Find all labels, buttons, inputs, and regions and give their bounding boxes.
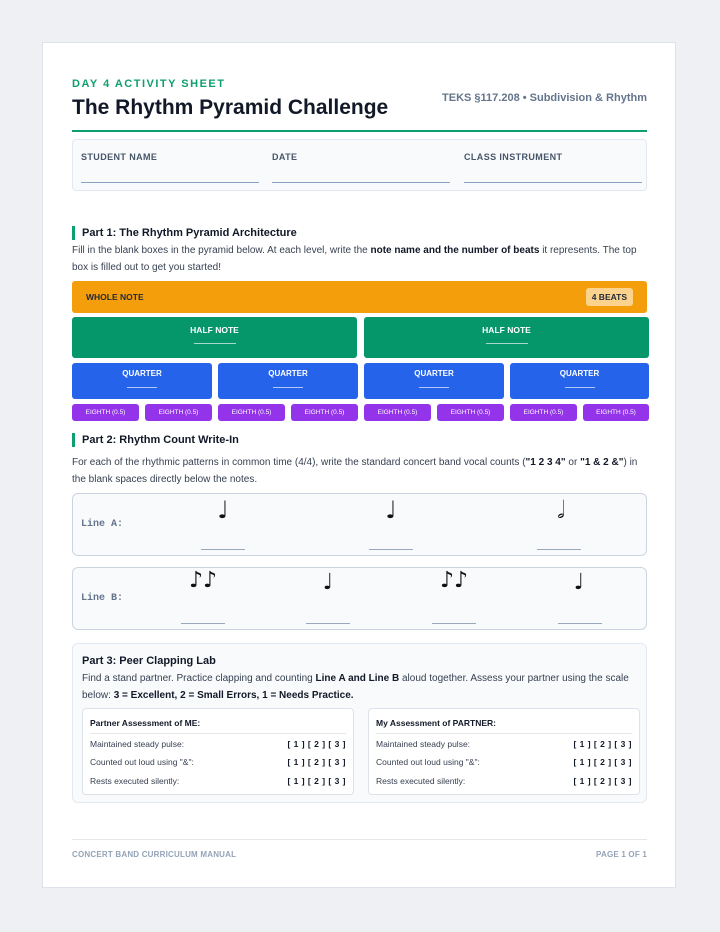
count-blank[interactable] [558,623,602,624]
footer-divider [72,839,647,840]
count-blank[interactable] [369,549,413,550]
quarter-label: QUARTER [414,369,454,378]
class-instrument-label: CLASS INSTRUMENT [464,152,563,162]
part1-text-bold: note name and the number of beats [370,245,540,256]
sheet-kicker: DAY 4 ACTIVITY SHEET [72,78,226,90]
date-line[interactable] [272,182,450,183]
quarter-blank[interactable] [273,387,303,388]
eighth-note-block: EIGHTH (0.5) [364,404,431,421]
eighth-note-block: EIGHTH (0.5) [291,404,358,421]
class-instrument-field[interactable] [456,140,648,190]
eighth-note-block: EIGHTH (0.5) [583,404,649,421]
part1-heading: Part 1: The Rhythm Pyramid Architecture [72,227,297,239]
eighth-note-block: EIGHTH (0.5) [510,404,577,421]
quarter-blank[interactable] [127,387,157,388]
criterion-label: Rests executed silently: [90,776,180,786]
eighth-note-block: EIGHTH (0.5) [218,404,285,421]
rating-scale[interactable]: [ 1 ] [ 2 ] [ 3 ] [287,757,346,767]
half-note-blank[interactable] [486,343,528,344]
count-blank[interactable] [181,623,225,624]
part2-text-a: For each of the rhythmic patterns in common time (4/4), write the standard concert band vocal counts ( [72,457,526,468]
student-info-box [72,139,647,191]
class-instrument-line[interactable] [464,182,642,183]
eighth-note-block: EIGHTH (0.5) [437,404,504,421]
quarter-blank[interactable] [565,387,595,388]
part2-bold-1: "1 2 3 4" [525,457,566,468]
half-note-block-2[interactable] [364,317,649,358]
quarter-note-block-1[interactable] [72,363,212,399]
quarter-note-icon: ♩ [217,496,229,524]
count-blank[interactable] [201,549,245,550]
eighth-note-block: EIGHTH (0.5) [72,404,139,421]
criterion-label: Maintained steady pulse: [90,739,185,749]
half-note-label: HALF NOTE [482,325,531,335]
part1-instructions [72,242,647,276]
part2-text-or: or [565,457,581,468]
assessment-row [376,776,632,788]
date-label: DATE [272,152,298,162]
quarter-label: QUARTER [122,369,162,378]
half-note-block-1[interactable] [72,317,357,358]
assessment-divider [90,733,346,734]
rhythm-line-a [72,493,647,556]
criterion-label: Maintained steady pulse: [376,739,471,749]
line-a-label: Line A: [81,519,124,530]
assessment-row [376,739,632,751]
activity-sheet-page [42,42,676,888]
quarter-note-block-3[interactable] [364,363,504,399]
student-name-line[interactable] [81,182,259,183]
count-blank[interactable] [537,549,581,550]
half-note-icon: 𝅗𝅥 [557,496,565,524]
criterion-label: Counted out loud using "&": [376,757,480,767]
part1-text-a: Fill in the blank boxes in the pyramid below. At each level, write the [72,245,371,256]
date-field[interactable] [264,140,456,190]
criterion-label: Rests executed silently: [376,776,466,786]
part2-instructions [72,454,647,488]
rating-scale[interactable]: [ 1 ] [ 2 ] [ 3 ] [573,757,632,767]
part3-instructions [82,670,636,704]
assessment-title: My Assessment of PARTNER: [376,718,496,728]
rating-scale[interactable]: [ 1 ] [ 2 ] [ 3 ] [573,776,632,786]
assessment-row [90,757,346,769]
quarter-blank[interactable] [419,387,449,388]
title-divider [72,130,647,132]
footer-page-number: PAGE 1 OF 1 [596,850,647,859]
assessment-title: Partner Assessment of ME: [90,718,201,728]
page-title: The Rhythm Pyramid Challenge [72,96,389,119]
part1-text-b: it represents. The top box is filled out to get you started! [72,245,637,273]
quarter-note-icon: ♩ [322,570,334,595]
part3-text-b: aloud together. Assess your partner using the scale below: [82,673,629,701]
criterion-label: Counted out loud using "&": [90,757,194,767]
part2-heading: Part 2: Rhythm Count Write-In [72,434,239,446]
part3-text-a: Find a stand partner. Practice clapping and counting [82,673,316,684]
whole-note-beats-badge: 4 BEATS [586,288,633,306]
quarter-note-icon: ♩ [573,570,585,595]
student-name-field[interactable] [73,140,265,190]
my-assessment-of-partner [368,708,640,795]
half-note-blank[interactable] [194,343,236,344]
whole-note-label: WHOLE NOTE [86,292,144,302]
part2-bold-2: "1 & 2 &" [580,457,624,468]
quarter-note-block-4[interactable] [510,363,649,399]
partner-assessment-of-me [82,708,354,795]
eighth-notes-icon: ♪♪ [439,568,469,593]
assessment-divider [376,733,632,734]
rating-scale[interactable]: [ 1 ] [ 2 ] [ 3 ] [287,776,346,786]
teks-standard: TEKS §117.208 • Subdivision & Rhythm [442,92,647,104]
eighth-notes-icon: ♪♪ [188,568,218,593]
quarter-note-icon: ♩ [385,496,397,524]
part3-bold-1: Line A and Line B [315,673,400,684]
part3-bold-2: 3 = Excellent, 2 = Small Errors, 1 = Needs Practice. [113,690,354,701]
part2-text-b: ) in the blank spaces directly below the notes. [72,457,638,485]
half-note-label: HALF NOTE [190,325,239,335]
part3-box [72,643,647,803]
footer-manual-title: CONCERT BAND CURRICULUM MANUAL [72,850,237,859]
quarter-label: QUARTER [559,369,600,378]
rating-scale[interactable]: [ 1 ] [ 2 ] [ 3 ] [573,739,632,749]
eighth-note-block: EIGHTH (0.5) [145,404,212,421]
rhythm-line-b [72,567,647,630]
assessment-row [90,739,346,751]
assessment-row [90,776,346,788]
quarter-label: QUARTER [268,369,308,378]
count-blank[interactable] [432,623,476,624]
assessment-row [376,757,632,769]
rating-scale[interactable]: [ 1 ] [ 2 ] [ 3 ] [287,739,346,749]
quarter-note-block-2[interactable] [218,363,358,399]
part3-heading: Part 3: Peer Clapping Lab [82,655,216,667]
line-b-label: Line B: [81,593,124,604]
count-blank[interactable] [306,623,350,624]
student-name-label: STUDENT NAME [81,152,158,162]
whole-note-block [72,281,647,313]
